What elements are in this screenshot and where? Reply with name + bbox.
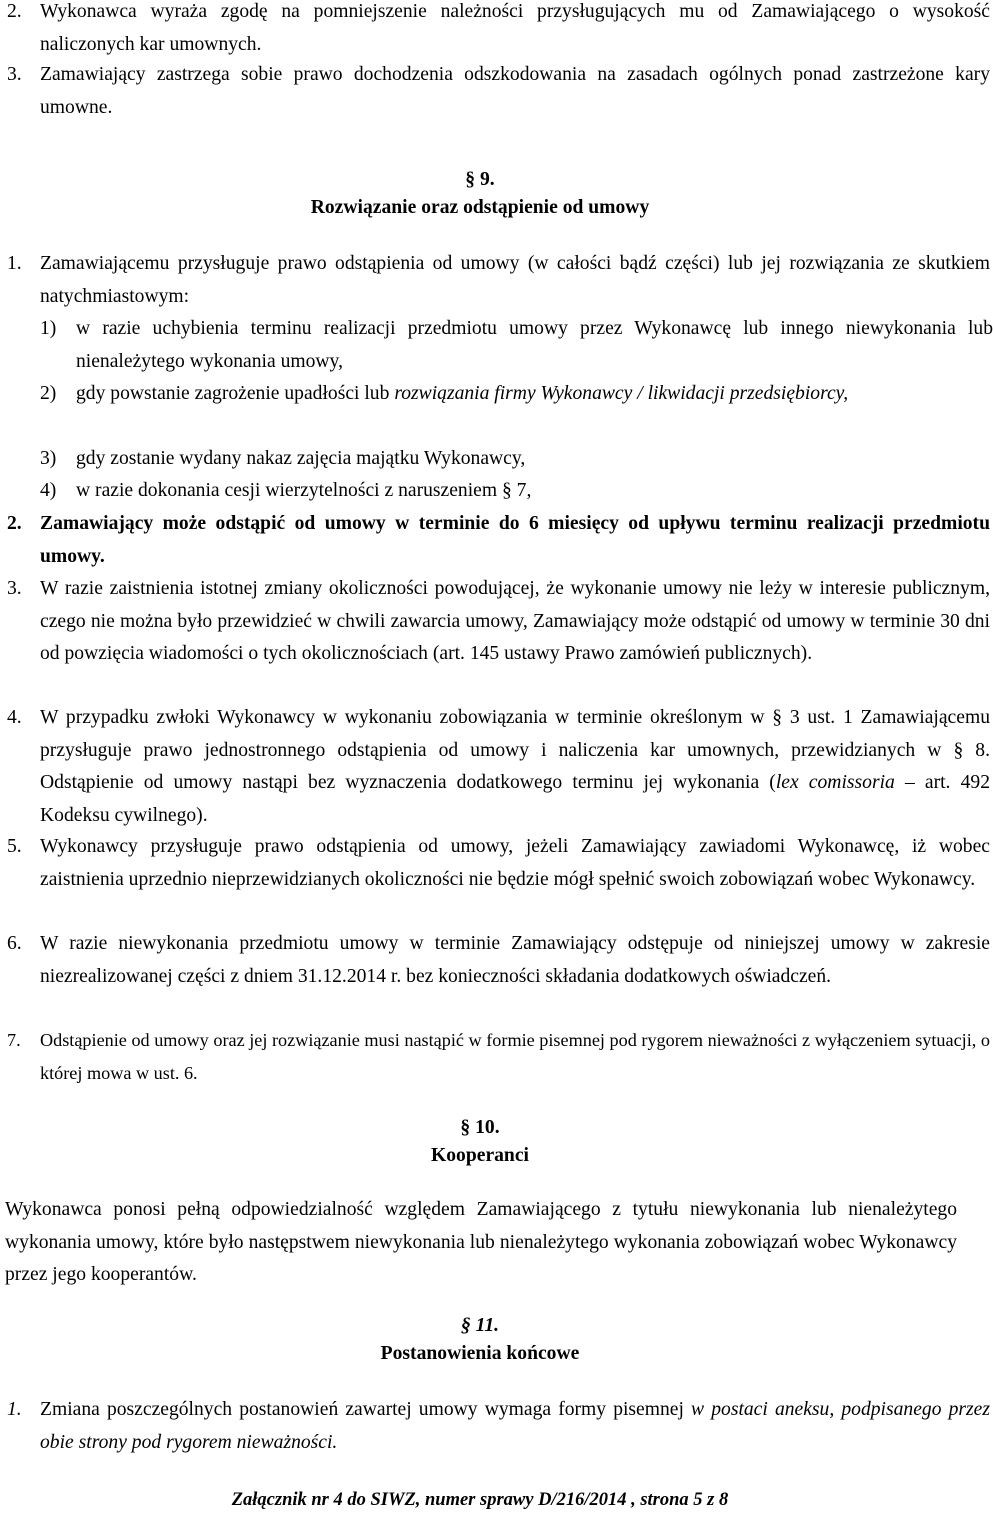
paragraph-text: Zamawiający może odstąpić od umowy w terminie do 6 miesięcy od upływu terminu realizacji przedmiotu umowy. <box>40 513 990 567</box>
paragraph-text: W razie niewykonania przedmiotu umowy w terminie Zamawiający odstępuje od niniejszej umowy w zakresie niezrealizowanej części z dniem 31.12.2014 r. bez konieczności składania dodatkowych oświadczeń. <box>40 933 990 987</box>
section-title: Kooperanci <box>431 1145 529 1166</box>
list-item: 7. Odstąpienie od umowy oraz jej rozwiązanie musi nastąpić w formie pisemnej pod rygorem nieważności z wyłączeniem sytuacji, o której mowa w ust. 6. <box>7 1030 990 1083</box>
paragraph: Wykonawca ponosi pełną odpowiedzialność względem Zamawiającego z tytułu niewykonania lub nienależytego wykonania umowy, które było następstwem niewykonania lub nienależytego wykonania zobowiązań wobec Wykonawcy przez jego kooperantów. <box>5 1199 957 1285</box>
section-title: Rozwiązanie oraz odstąpienie od umowy <box>310 197 650 218</box>
section-number: § 10. <box>460 1117 500 1138</box>
paragraph-text: W razie zaistnienia istotnej zmiany okoliczności powodującej, że wykonanie umowy nie leży w interesie publicznym, czego nie można było przewidzieć w chwili zawarcia umowy, Zamawiający może odstąpić od umowy w terminie 30 dni od powzięcia wiadomości o tych okolicznościach (art. 145 ustawy Prawo zamówień publicznych). <box>40 578 990 664</box>
paragraph-text: Zmiana poszczególnych postanowień zawartej umowy wymaga formy pisemnej <box>40 1399 692 1420</box>
paragraph-text: W przypadku zwłoki Wykonawcy w wykonaniu zobowiązania w terminie określonym w § 3 ust. 1 Zamawiającemu przysługuje prawo jednostronnego odstąpienia od umowy i naliczenia kar umownych, przewidzianych w § 8. Odstąpienie od umowy nastąpi bez wyznaczenia dodatkowego terminu jej wykonania ( <box>40 707 990 793</box>
list-item: 3. Zamawiający zastrzega sobie prawo dochodzenia odszkodowania na zasadach ogólnych ponad zastrzeżone kary umowne. <box>7 64 990 118</box>
section-title: Postanowienia końcowe <box>380 1343 580 1364</box>
page-footer: Załącznik nr 4 do SIWZ, numer sprawy D/216/2014 , strona 5 z 8 <box>231 1490 729 1510</box>
list-item: 6. W razie niewykonania przedmiotu umowy w terminie Zamawiający odstępuje od niniejszej umowy w zakresie niezrealizowanej części z dniem 31.12.2014 r. bez konieczności składania dodatkowych oświadczeń. <box>7 933 990 987</box>
paragraph-text: Wykonawcy przysługuje prawo odstąpienia od umowy, jeżeli Zamawiający zawiadomi Wykonawcę, iż wobec zaistnienia uprzednio nieprzewidzianych okoliczności nie będzie mógł spełnić swoich zobowiązań wobec Wykonawcy. <box>40 836 990 890</box>
sub-list-item: 2) gdy powstanie zagrożenie upadłości lub rozwiązania firmy Wykonawcy / likwidacji przedsiębiorcy, <box>40 383 849 404</box>
list-item: 4. W przypadku zwłoki Wykonawcy w wykonaniu zobowiązania w terminie określonym w § 3 ust. 1 Zamawiającemu przysługuje prawo jednostronnego odstąpienia od umowy i naliczenia kar umownych, przewidzianych w § 8. Odstąpienie od umowy nastąpi bez wyznaczenia dodatkowego terminu jej wykonania (lex comissoria – art. 492 Kodeksu cywilnego). <box>7 707 990 826</box>
sub-list-item: 4) w razie dokonania cesji wierzytelności z naruszeniem § 7, <box>40 480 532 501</box>
sub-list-item: 1) w razie uchybienia terminu realizacji przedmiotu umowy przez Wykonawcę lub innego niewykonania lub nienależytego wykonania umowy, <box>40 318 993 372</box>
list-item: 2. Zamawiający może odstąpić od umowy w terminie do 6 miesięcy od upływu terminu realizacji przedmiotu umowy. <box>7 513 990 567</box>
paragraph-text: Odstąpienie od umowy oraz jej rozwiązanie musi nastąpić w formie pisemnej pod rygorem nieważności z wyłączeniem sytuacji, o której mowa w ust. 6. <box>40 1030 990 1083</box>
paragraph-text: Wykonawca wyraża zgodę na pomniejszenie należności przysługujących mu od Zamawiającego o wysokość naliczonych kar umownych. <box>40 1 990 55</box>
list-item: 1. Zmiana poszczególnych postanowień zawartej umowy wymaga formy pisemnej w postaci aneksu, podpisanego przez obie strony pod rygorem nieważności. <box>7 1399 990 1453</box>
list-item: 1. Zamawiającemu przysługuje prawo odstąpienia od umowy (w całości bądź części) lub jej rozwiązania ze skutkiem natychmiastowym: <box>7 253 990 307</box>
paragraph-text: Zamawiający zastrzega sobie prawo dochodzenia odszkodowania na zasadach ogólnych ponad zastrzeżone kary umowne. <box>40 64 990 118</box>
section-number: § 9. <box>465 169 495 190</box>
paragraph-text: Zamawiającemu przysługuje prawo odstąpienia od umowy (w całości bądź części) lub jej rozwiązania ze skutkiem natychmiastowym: <box>40 253 990 307</box>
section-number: § 11. <box>460 1315 500 1336</box>
list-item: 5. Wykonawcy przysługuje prawo odstąpienia od umowy, jeżeli Zamawiający zawiadomi Wykonawcę, iż wobec zaistnienia uprzednio nieprzewidzianych okoliczności nie będzie mógł spełnić swoich zobowiązań wobec Wykonawcy. <box>7 836 990 890</box>
sub-list-item: 3) gdy zostanie wydany nakaz zajęcia majątku Wykonawcy, <box>40 448 526 469</box>
list-item: 2. Wykonawca wyraża zgodę na pomniejszenie należności przysługujących mu od Zamawiającego o wysokość naliczonych kar umownych. <box>7 1 990 55</box>
list-item: 3. W razie zaistnienia istotnej zmiany okoliczności powodującej, że wykonanie umowy nie leży w interesie publicznym, czego nie można było przewidzieć w chwili zawarcia umowy, Zamawiający może odstąpić od umowy w terminie 30 dni od powzięcia wiadomości o tych okolicznościach (art. 145 ustawy Prawo zamówień publicznych). <box>7 578 990 664</box>
